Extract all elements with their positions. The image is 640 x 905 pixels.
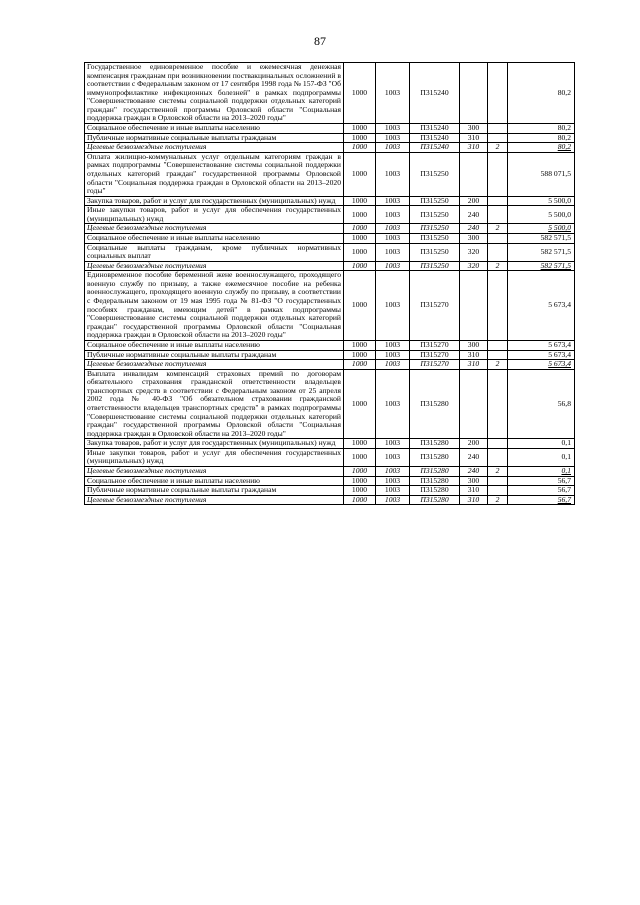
expense-name-cell: Целевые безвозмездные поступления bbox=[85, 467, 344, 477]
table-row bbox=[85, 233, 575, 243]
expense-name-cell: Оплата жилищно-коммунальных услуг отдельным категориям граждан в рамках подпрограммы "Совершенствование системы социальной поддержки отдельных категорий граждан" государственной программы Орловской области "Социальная поддержка граждан в Орловской области на 2013–2020 годы" bbox=[85, 152, 344, 196]
expense-name-cell: Выплата инвалидам компенсаций страховых премий по договорам обязательного страхования гражданской ответственности владельцев транспортных средств в соответствии с Федеральным законом от 25 апреля 2002 года № 40-ФЗ "Об обязательном страховании гражданской ответственности владельцев транспортных средств" в рамках подпрограммы "Совершенствование системы социальной поддержки отдельных категорий граждан" государственной программы Орловской области "Социальная поддержка граждан в Орловской области на 2013–2020 годы" bbox=[85, 369, 344, 439]
target-article-cell: П315250 bbox=[410, 206, 460, 224]
target-article-cell: П315250 bbox=[410, 233, 460, 243]
section-code-cell: 1000 bbox=[344, 152, 376, 196]
table-row bbox=[85, 133, 575, 143]
section-code-cell: 1000 bbox=[344, 360, 376, 370]
amount-cell: 0,1 bbox=[508, 467, 575, 477]
source-code-cell: 2 bbox=[488, 261, 508, 271]
page-number: 87 bbox=[314, 34, 326, 48]
expense-name-cell: Социальное обеспечение и иные выплаты населению bbox=[85, 340, 344, 350]
target-article-cell: П315280 bbox=[410, 439, 460, 449]
target-article-cell: П315250 bbox=[410, 243, 460, 261]
section-code-cell: 1000 bbox=[344, 476, 376, 486]
amount-cell: 0,1 bbox=[508, 439, 575, 449]
expense-type-cell: 200 bbox=[460, 196, 488, 206]
source-code-cell bbox=[488, 196, 508, 206]
table-row bbox=[85, 261, 575, 271]
expense-name-cell: Целевые безвозмездные поступления bbox=[85, 143, 344, 153]
table-row bbox=[85, 152, 575, 196]
section-code-cell: 1000 bbox=[344, 439, 376, 449]
expense-name-cell: Закупка товаров, работ и услуг для государственных (муниципальных) нужд bbox=[85, 439, 344, 449]
source-code-cell bbox=[488, 486, 508, 496]
section-code-cell: 1000 bbox=[344, 448, 376, 466]
table-row bbox=[85, 224, 575, 234]
amount-cell: 5 673,4 bbox=[508, 350, 575, 360]
source-code-cell bbox=[488, 206, 508, 224]
section-code-cell: 1000 bbox=[344, 124, 376, 134]
subsection-code-cell: 1003 bbox=[376, 486, 410, 496]
subsection-code-cell: 1003 bbox=[376, 467, 410, 477]
target-article-cell: П315270 bbox=[410, 360, 460, 370]
section-code-cell: 1000 bbox=[344, 340, 376, 350]
table-row bbox=[85, 439, 575, 449]
target-article-cell: П315280 bbox=[410, 495, 460, 505]
expense-type-cell bbox=[460, 152, 488, 196]
source-code-cell bbox=[488, 476, 508, 486]
target-article-cell: П315250 bbox=[410, 224, 460, 234]
table-row bbox=[85, 448, 575, 466]
target-article-cell: П315280 bbox=[410, 369, 460, 439]
expense-name-cell: Государственное единовременное пособие и ежемесячная денежная компенсация гражданам при возникновении поствакцинальных осложнений в соответствии с Федеральным законом от 17 сентября 1998 года № 157-ФЗ "Об иммунопрофилактике инфекционных болезней" в рамках подпрограммы "Совершенствование системы социальной поддержки отдельных категорий граждан" государственной программы Орловской области "Социальная поддержка граждан в Орловской области на 2013–2020 годы" bbox=[85, 63, 344, 124]
expense-type-cell: 300 bbox=[460, 233, 488, 243]
section-code-cell: 1000 bbox=[344, 224, 376, 234]
subsection-code-cell: 1003 bbox=[376, 340, 410, 350]
target-article-cell: П315280 bbox=[410, 476, 460, 486]
section-code-cell: 1000 bbox=[344, 206, 376, 224]
section-code-cell: 1000 bbox=[344, 243, 376, 261]
expense-type-cell: 310 bbox=[460, 350, 488, 360]
amount-cell: 582 571,5 bbox=[508, 261, 575, 271]
expense-name-cell: Целевые безвозмездные поступления bbox=[85, 261, 344, 271]
target-article-cell: П315250 bbox=[410, 196, 460, 206]
source-code-cell bbox=[488, 133, 508, 143]
section-code-cell: 1000 bbox=[344, 369, 376, 439]
subsection-code-cell: 1003 bbox=[376, 261, 410, 271]
expense-name-cell: Целевые безвозмездные поступления bbox=[85, 360, 344, 370]
expense-type-cell: 310 bbox=[460, 486, 488, 496]
expense-name-cell: Целевые безвозмездные поступления bbox=[85, 224, 344, 234]
section-code-cell: 1000 bbox=[344, 271, 376, 341]
section-code-cell: 1000 bbox=[344, 495, 376, 505]
subsection-code-cell: 1003 bbox=[376, 476, 410, 486]
expense-type-cell: 300 bbox=[460, 476, 488, 486]
subsection-code-cell: 1003 bbox=[376, 448, 410, 466]
expense-type-cell: 200 bbox=[460, 439, 488, 449]
section-code-cell: 1000 bbox=[344, 196, 376, 206]
source-code-cell bbox=[488, 448, 508, 466]
expense-type-cell bbox=[460, 271, 488, 341]
amount-cell: 56,8 bbox=[508, 369, 575, 439]
subsection-code-cell: 1003 bbox=[376, 369, 410, 439]
source-code-cell bbox=[488, 350, 508, 360]
subsection-code-cell: 1003 bbox=[376, 143, 410, 153]
expense-type-cell: 300 bbox=[460, 340, 488, 350]
table-row bbox=[85, 486, 575, 496]
source-code-cell: 2 bbox=[488, 143, 508, 153]
amount-cell: 80,2 bbox=[508, 143, 575, 153]
amount-cell: 80,2 bbox=[508, 63, 575, 124]
expense-type-cell: 240 bbox=[460, 448, 488, 466]
table-row bbox=[85, 495, 575, 505]
expense-name-cell: Социальное обеспечение и иные выплаты населению bbox=[85, 124, 344, 134]
subsection-code-cell: 1003 bbox=[376, 133, 410, 143]
subsection-code-cell: 1003 bbox=[376, 196, 410, 206]
amount-cell: 56,7 bbox=[508, 495, 575, 505]
table-row bbox=[85, 124, 575, 134]
source-code-cell bbox=[488, 152, 508, 196]
expense-type-cell: 240 bbox=[460, 206, 488, 224]
target-article-cell: П315280 bbox=[410, 467, 460, 477]
amount-cell: 5 500,0 bbox=[508, 224, 575, 234]
source-code-cell: 2 bbox=[488, 360, 508, 370]
expense-type-cell: 320 bbox=[460, 261, 488, 271]
expense-type-cell: 320 bbox=[460, 243, 488, 261]
source-code-cell: 2 bbox=[488, 224, 508, 234]
target-article-cell: П315240 bbox=[410, 143, 460, 153]
expense-name-cell: Социальное обеспечение и иные выплаты населению bbox=[85, 476, 344, 486]
expense-type-cell: 310 bbox=[460, 360, 488, 370]
subsection-code-cell: 1003 bbox=[376, 206, 410, 224]
subsection-code-cell: 1003 bbox=[376, 63, 410, 124]
subsection-code-cell: 1003 bbox=[376, 271, 410, 341]
section-code-cell: 1000 bbox=[344, 261, 376, 271]
target-article-cell: П315240 bbox=[410, 124, 460, 134]
section-code-cell: 1000 bbox=[344, 63, 376, 124]
amount-cell: 5 673,4 bbox=[508, 360, 575, 370]
table-row bbox=[85, 476, 575, 486]
section-code-cell: 1000 bbox=[344, 233, 376, 243]
table-row bbox=[85, 243, 575, 261]
expense-name-cell: Закупка товаров, работ и услуг для государственных (муниципальных) нужд bbox=[85, 196, 344, 206]
target-article-cell: П315280 bbox=[410, 486, 460, 496]
source-code-cell bbox=[488, 369, 508, 439]
source-code-cell bbox=[488, 439, 508, 449]
subsection-code-cell: 1003 bbox=[376, 350, 410, 360]
section-code-cell: 1000 bbox=[344, 467, 376, 477]
expense-type-cell: 300 bbox=[460, 124, 488, 134]
subsection-code-cell: 1003 bbox=[376, 152, 410, 196]
expense-type-cell: 240 bbox=[460, 224, 488, 234]
amount-cell: 56,7 bbox=[508, 476, 575, 486]
amount-cell: 5 500,0 bbox=[508, 196, 575, 206]
amount-cell: 0,1 bbox=[508, 448, 575, 466]
section-code-cell: 1000 bbox=[344, 486, 376, 496]
source-code-cell bbox=[488, 233, 508, 243]
target-article-cell: П315240 bbox=[410, 133, 460, 143]
expense-type-cell: 310 bbox=[460, 495, 488, 505]
target-article-cell: П315270 bbox=[410, 350, 460, 360]
target-article-cell: П315240 bbox=[410, 63, 460, 124]
amount-cell: 5 673,4 bbox=[508, 340, 575, 350]
subsection-code-cell: 1003 bbox=[376, 233, 410, 243]
source-code-cell: 2 bbox=[488, 467, 508, 477]
subsection-code-cell: 1003 bbox=[376, 243, 410, 261]
amount-cell: 582 571,5 bbox=[508, 243, 575, 261]
expense-type-cell: 240 bbox=[460, 467, 488, 477]
amount-cell: 56,7 bbox=[508, 486, 575, 496]
expense-name-cell: Публичные нормативные социальные выплаты гражданам bbox=[85, 486, 344, 496]
expense-name-cell: Целевые безвозмездные поступления bbox=[85, 495, 344, 505]
source-code-cell: 2 bbox=[488, 495, 508, 505]
table-row bbox=[85, 369, 575, 439]
section-code-cell: 1000 bbox=[344, 143, 376, 153]
expense-name-cell: Единовременное пособие беременной жене военнослужащего, проходящего военную службу по призыву, а также ежемесячное пособие на ребенка военнослужащего, проходящего военную службу по призыву, в соответствии с Федеральным законом от 19 мая 1995 года № 81-ФЗ "О государственных пособиях гражданам, имеющим детей" в рамках подпрограммы "Совершенствование системы социальной поддержки отдельных категорий граждан" государственной программы Орловской области "Социальная поддержка граждан в Орловской области на 2013–2020 годы" bbox=[85, 271, 344, 341]
amount-cell: 582 571,5 bbox=[508, 233, 575, 243]
budget-table-body bbox=[85, 63, 575, 505]
table-row bbox=[85, 196, 575, 206]
table-row bbox=[85, 340, 575, 350]
expense-name-cell: Социальные выплаты гражданам, кроме публичных нормативных социальных выплат bbox=[85, 243, 344, 261]
source-code-cell bbox=[488, 243, 508, 261]
subsection-code-cell: 1003 bbox=[376, 224, 410, 234]
subsection-code-cell: 1003 bbox=[376, 124, 410, 134]
subsection-code-cell: 1003 bbox=[376, 439, 410, 449]
expense-name-cell: Публичные нормативные социальные выплаты гражданам bbox=[85, 350, 344, 360]
table-row bbox=[85, 206, 575, 224]
expense-type-cell bbox=[460, 63, 488, 124]
source-code-cell bbox=[488, 63, 508, 124]
target-article-cell: П315250 bbox=[410, 261, 460, 271]
target-article-cell: П315270 bbox=[410, 340, 460, 350]
table-row bbox=[85, 143, 575, 153]
subsection-code-cell: 1003 bbox=[376, 360, 410, 370]
amount-cell: 80,2 bbox=[508, 124, 575, 134]
table-row bbox=[85, 271, 575, 341]
expense-name-cell: Иные закупки товаров, работ и услуг для обеспечения государственных (муниципальных) нужд bbox=[85, 448, 344, 466]
expense-name-cell: Социальное обеспечение и иные выплаты населению bbox=[85, 233, 344, 243]
amount-cell: 5 673,4 bbox=[508, 271, 575, 341]
source-code-cell bbox=[488, 124, 508, 134]
source-code-cell bbox=[488, 271, 508, 341]
table-row bbox=[85, 63, 575, 124]
expense-type-cell: 310 bbox=[460, 143, 488, 153]
expense-type-cell: 310 bbox=[460, 133, 488, 143]
target-article-cell: П315250 bbox=[410, 152, 460, 196]
subsection-code-cell: 1003 bbox=[376, 495, 410, 505]
table-row bbox=[85, 467, 575, 477]
budget-table bbox=[84, 62, 575, 505]
table-row bbox=[85, 350, 575, 360]
section-code-cell: 1000 bbox=[344, 133, 376, 143]
expense-name-cell: Публичные нормативные социальные выплаты гражданам bbox=[85, 133, 344, 143]
table-row bbox=[85, 360, 575, 370]
expense-name-cell: Иные закупки товаров, работ и услуг для обеспечения государственных (муниципальных) нужд bbox=[85, 206, 344, 224]
section-code-cell: 1000 bbox=[344, 350, 376, 360]
target-article-cell: П315270 bbox=[410, 271, 460, 341]
amount-cell: 80,2 bbox=[508, 133, 575, 143]
expense-type-cell bbox=[460, 369, 488, 439]
target-article-cell: П315280 bbox=[410, 448, 460, 466]
source-code-cell bbox=[488, 340, 508, 350]
amount-cell: 588 071,5 bbox=[508, 152, 575, 196]
amount-cell: 5 500,0 bbox=[508, 206, 575, 224]
